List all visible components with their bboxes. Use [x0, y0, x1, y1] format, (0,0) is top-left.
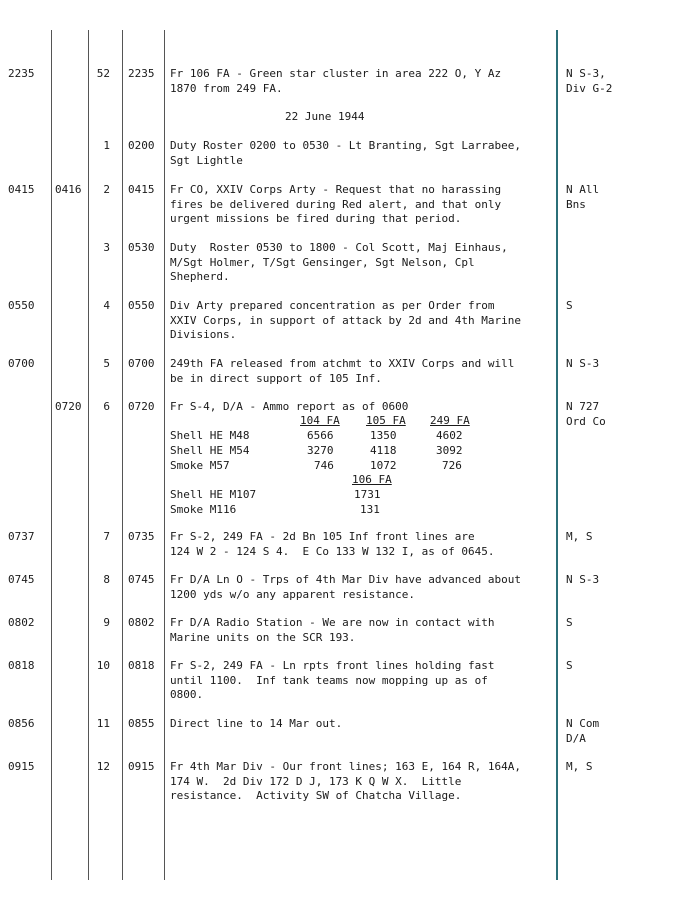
time-in: 0415	[8, 183, 35, 196]
entry-time: 0550	[128, 299, 155, 312]
action-note: M, S	[566, 530, 593, 543]
entry-time: 2235	[128, 67, 155, 80]
entry-time: 0720	[128, 400, 155, 413]
entry-number: 9	[103, 616, 110, 629]
entry-text-line: resistance. Activity SW of Chatcha Village.	[170, 789, 462, 802]
ammo-header: 104 FA	[300, 414, 340, 427]
ammo-header: 106 FA	[352, 473, 392, 486]
ammo-header: 105 FA	[366, 414, 406, 427]
entry-time: 0802	[128, 616, 155, 629]
entry-text-line: Sgt Lightle	[170, 153, 243, 167]
ammo-header: 249 FA	[430, 414, 470, 427]
ammo-item: Smoke M116	[170, 503, 237, 516]
ammo-value: 3270	[307, 444, 334, 457]
entry-text-line: 124 W 2 - 124 S 4. E Co 133 W 132 I, as of 0645.	[170, 544, 495, 558]
entry-text-line: Fr S-2, 249 FA - 2d Bn 105 Inf front lines are	[170, 530, 475, 543]
entry-text-line: Marine units on the SCR 193.	[170, 630, 356, 644]
ammo-value: 131	[360, 503, 380, 516]
time-out: 0720	[55, 400, 82, 413]
action-note: Div G-2	[566, 81, 613, 95]
action-note: N Com	[566, 717, 600, 730]
action-note: Bns	[566, 197, 586, 211]
column-rule	[122, 30, 123, 880]
entry-time: 0745	[128, 573, 155, 586]
entry-text-line: until 1100. Inf tank teams now mopping up as of	[170, 673, 488, 687]
time-in: 2235	[8, 67, 35, 80]
ammo-value: 726	[442, 459, 462, 472]
entry-time: 0530	[128, 241, 155, 254]
entry-time: 0735	[128, 530, 155, 543]
entry-text-line: 1870 from 249 FA.	[170, 81, 283, 95]
entry-text-line: Duty Roster 0530 to 1800 - Col Scott, Maj Einhaus,	[170, 241, 508, 254]
ammo-value: 1072	[370, 459, 397, 472]
entry-text-line: Divisions.	[170, 328, 237, 341]
entry-text-line: 174 W. 2d Div 172 D J, 173 K Q W X. Little	[170, 774, 462, 788]
time-in: 0700	[8, 357, 35, 370]
time-in: 0818	[8, 659, 35, 672]
entry-text-line: Fr D/A Ln O - Trps of 4th Mar Div have advanced about	[170, 573, 521, 586]
action-note: S	[566, 299, 573, 312]
action-note: S	[566, 616, 573, 629]
entry-text-line: Fr D/A Radio Station - We are now in contact with	[170, 616, 495, 629]
entry-text-line: Fr S-4, D/A - Ammo report as of 0600	[170, 400, 409, 413]
column-rule	[164, 30, 165, 880]
entry-number: 12	[96, 760, 110, 773]
ammo-value: 1731	[354, 488, 381, 501]
entry-time: 0818	[128, 659, 155, 672]
entry-text-line: Fr 4th Mar Div - Our front lines; 163 E, 164 R, 164A,	[170, 760, 521, 773]
entry-number: 7	[103, 530, 110, 543]
entry-number: 8	[103, 573, 110, 586]
ammo-item: Smoke M57	[170, 459, 230, 472]
entry-number: 11	[96, 717, 110, 730]
ammo-item: Shell HE M107	[170, 488, 257, 501]
ammo-value: 4602	[436, 429, 463, 442]
ammo-item: Shell HE M48	[170, 429, 250, 442]
time-in: 0550	[8, 299, 35, 312]
entry-text-line: Duty Roster 0200 to 0530 - Lt Branting, Sgt Larrabee,	[170, 139, 521, 152]
entry-text-line: be in direct support of 105 Inf.	[170, 371, 382, 385]
action-note: Ord Co	[566, 414, 606, 428]
entry-text-line: Div Arty prepared concentration as per Order from	[170, 299, 495, 312]
time-in: 0737	[8, 530, 35, 543]
entry-number: 6	[103, 400, 110, 413]
time-in: 0915	[8, 760, 35, 773]
action-note: N S-3,	[566, 67, 606, 80]
entry-time: 0200	[128, 139, 155, 152]
ammo-value: 746	[314, 459, 334, 472]
entry-number: 1	[103, 139, 110, 152]
entry-text-line: XXIV Corps, in support of attack by 2d and 4th Marine	[170, 313, 521, 327]
action-note: N S-3	[566, 573, 600, 586]
entry-time: 0915	[128, 760, 155, 773]
entry-number: 4	[103, 299, 110, 312]
entry-text-line: Fr S-2, 249 FA - Ln rpts front lines holding fast	[170, 659, 495, 672]
ammo-value: 3092	[436, 444, 463, 457]
entry-text-line: 0800.	[170, 688, 204, 701]
entry-number: 3	[103, 241, 110, 254]
entry-time: 0415	[128, 183, 155, 196]
entry-text-line: Shepherd.	[170, 270, 230, 283]
time-in: 0745	[8, 573, 35, 586]
entry-number: 5	[103, 357, 110, 370]
time-in: 0856	[8, 717, 35, 730]
entry-time: 0700	[128, 357, 155, 370]
action-note: M, S	[566, 760, 593, 773]
entry-text-line: fires be delivered during Red alert, and that only	[170, 197, 502, 211]
action-note: N All	[566, 183, 600, 196]
column-rule	[51, 30, 52, 880]
action-note: S	[566, 659, 573, 672]
entry-text-line: 1200 yds w/o any apparent resistance.	[170, 587, 416, 601]
entry-text-line: Fr CO, XXIV Corps Arty - Request that no harassing	[170, 183, 502, 196]
entry-text-line: Fr 106 FA - Green star cluster in area 222 O, Y Az	[170, 67, 502, 80]
action-note: D/A	[566, 731, 586, 745]
entry-text-line: M/Sgt Holmer, T/Sgt Gensinger, Sgt Nelson, Cpl	[170, 255, 475, 269]
action-note: N S-3	[566, 357, 600, 370]
entry-number: 10	[96, 659, 110, 672]
entry-text-line: urgent missions be fired during that period.	[170, 212, 462, 225]
ammo-item: Shell HE M54	[170, 444, 250, 457]
entry-text-line: Direct line to 14 Mar out.	[170, 717, 343, 730]
time-in: 0802	[8, 616, 35, 629]
time-out: 0416	[55, 183, 82, 196]
entry-number: 52	[96, 67, 110, 80]
entry-time: 0855	[128, 717, 155, 730]
ammo-value: 6566	[307, 429, 334, 442]
date-heading: 22 June 1944	[285, 110, 365, 123]
column-rule	[88, 30, 89, 880]
column-rule	[556, 30, 558, 880]
entry-number: 2	[103, 183, 110, 196]
ammo-value: 1350	[370, 429, 397, 442]
action-note: N 727	[566, 400, 600, 413]
entry-text-line: 249th FA released from atchmt to XXIV Corps and will	[170, 357, 515, 370]
ammo-value: 4118	[370, 444, 397, 457]
